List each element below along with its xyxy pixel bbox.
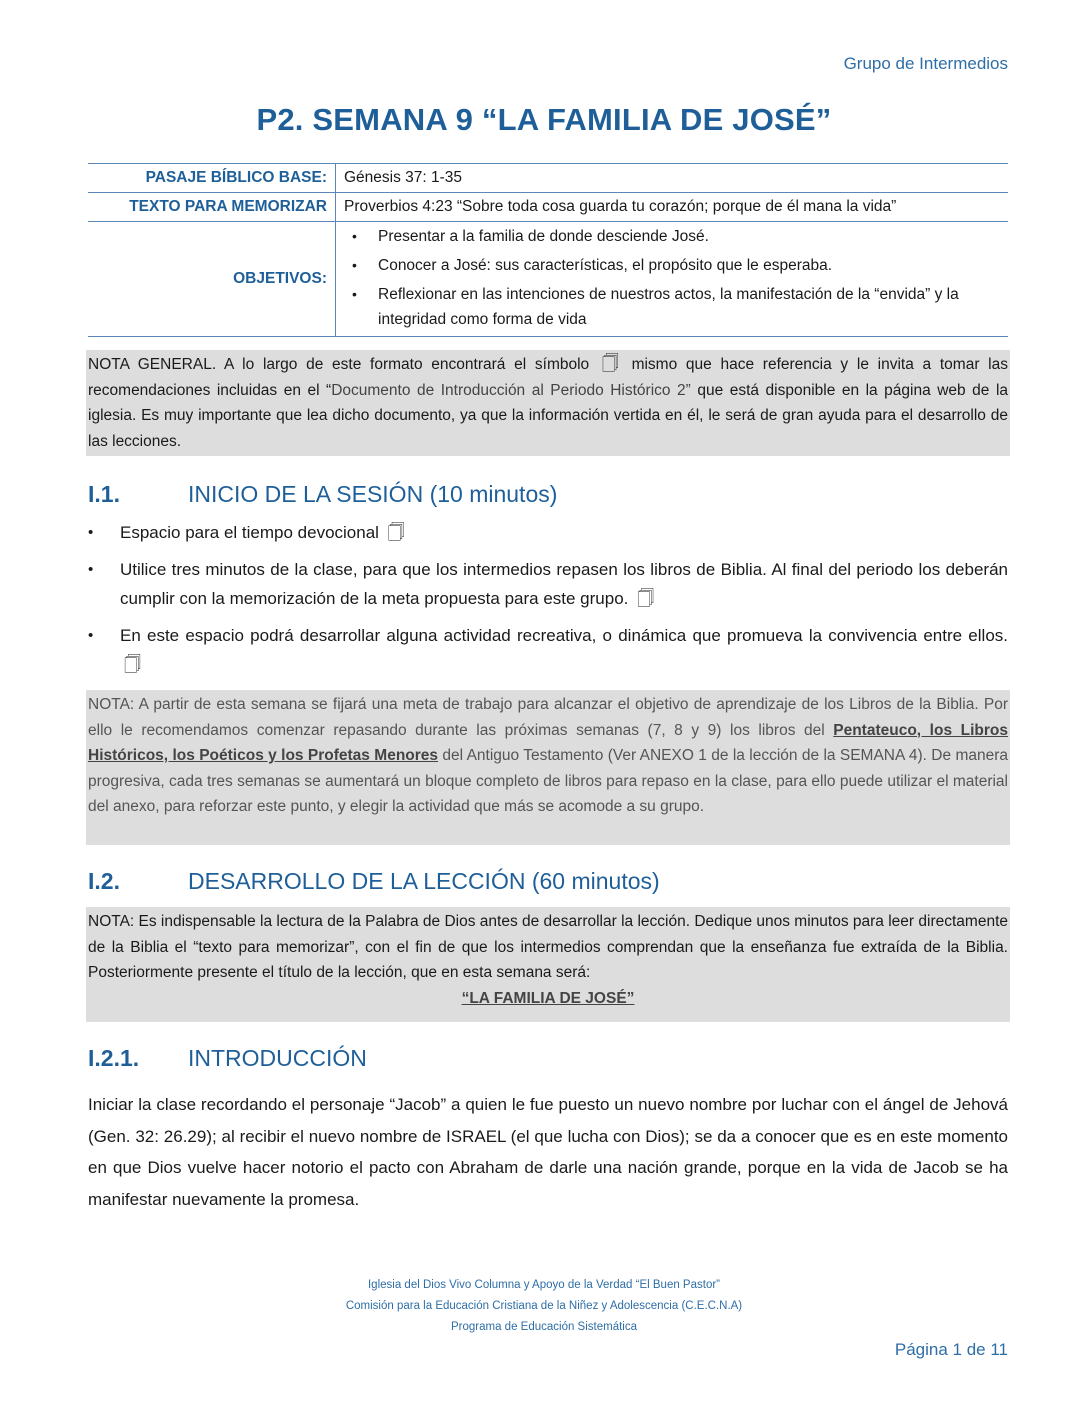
general-note-text: mismo que hace referencia y le invita a tomar las recomendaciones incluidas en el “	[88, 356, 1008, 399]
books-note	[86, 690, 1010, 845]
general-note	[86, 350, 1010, 456]
reading-note	[86, 907, 1010, 1022]
section-heading	[88, 868, 660, 895]
lesson-info-table	[88, 163, 1008, 337]
list-item	[88, 555, 1008, 613]
intro-document-reference: Documento de Introducción al Periodo Histórico 2”	[331, 381, 691, 399]
objectives-label: OBJETIVOS:	[88, 222, 336, 337]
list-item-text: Espacio para el tiempo devocional	[120, 523, 379, 542]
lesson-title: “LA FAMILIA DE JOSÉ”	[461, 989, 635, 1007]
section-title: INTRODUCCIÓN	[188, 1045, 367, 1071]
books-note-highlight: Pentateuco, los Libros Históricos, los Poéticos y los Profetas Menores	[88, 721, 1008, 764]
memorize-label: TEXTO PARA MEMORIZAR	[88, 193, 336, 222]
group-label: Grupo de Intermedios	[843, 54, 1008, 73]
section-number: I.2.1.	[88, 1045, 140, 1071]
general-note-text: que está disponible en la página web de la iglesia. Es muy importante que lea dicho documento, ya que la información vertida en él, le será de gran ayuda para el desarrollo de las lecciones.	[88, 381, 1009, 450]
objectives-list	[344, 224, 1000, 332]
list-item	[88, 518, 1008, 547]
general-note-text: NOTA GENERAL. A lo largo de este formato encontrará el símbolo	[88, 356, 590, 373]
reading-note-text: NOTA: Es indispensable la lectura de la Palabra de Dios antes de desarrollar la lección. Dedique unos minutos para leer directamente de la Biblia el “texto para memorizar”, con el fin de que los intermedios comprendan que la enseñanza fue extraída de la Biblia. Posteriormente presente el título de la lección, que en esta semana será:	[88, 913, 1008, 981]
document-symbol-icon: 🗍	[124, 655, 141, 675]
section-title: INICIO DE LA SESIÓN (10 minutos)	[188, 481, 558, 507]
section-title: DESARROLLO DE LA LECCIÓN (60 minutos)	[188, 868, 660, 894]
passage-value: Génesis 37: 1-35	[336, 164, 1009, 193]
objective-item: • Presentar a la familia de donde desciende José.	[378, 224, 1000, 249]
passage-label: PASAJE BÍBLICO BASE:	[88, 164, 336, 193]
memorize-value: Proverbios 4:23 “Sobre toda cosa guarda tu corazón; porque de él mana la vida”	[336, 193, 1009, 222]
page-title: P2. SEMANA 9 “LA FAMILIA DE JOSÉ”	[256, 102, 832, 137]
list-item	[88, 621, 1008, 679]
document-symbol-icon: 🗍	[637, 589, 655, 609]
objective-item: • Reflexionar en las intenciones de nuestros actos, la manifestación de la “envida” y la integridad como forma de vida	[378, 282, 1000, 332]
list-item-text: En este espacio podrá desarrollar alguna actividad recreativa, o dinámica que promueva la convivencia entre ellos.	[120, 626, 1008, 645]
footer-line: Comisión para la Educación Cristiana de la Niñez y Adolescencia (C.E.C.N.A)	[345, 1300, 743, 1312]
section-heading	[88, 1045, 367, 1072]
document-symbol-icon: 🗍	[387, 523, 405, 543]
lesson-title-line	[88, 986, 1008, 1012]
introduction-paragraph: Iniciar la clase recordando el personaje “Jacob” a quien le fue puesto un nuevo nombre por luchar con el ángel de Jehová (Gen. 32: 26.29); al recibir el nuevo nombre de ISRAEL (el que lucha con Dios); se da a conocer que es en este momento en que Dios vuelve hacer notorio el pacto con Abraham de darle una nación grande, porque en la vida de Jacob se ha manifestar nuevamente la promesa.	[88, 1095, 1008, 1209]
books-note-text: del Antiguo Testamento (Ver ANEXO 1 de la lección de la SEMANA 4). De manera progresiva, cada tres semanas se aumentará un bloque completo de libros para repaso en la clase, para ello puede utilizar el material del anexo, para reforzar este punto, y elegir la actividad que más se acomode a su grupo.	[88, 747, 1009, 815]
section-number: I.2.	[88, 868, 120, 894]
footer	[0, 1275, 1088, 1338]
list-item-text: Utilice tres minutos de la clase, para que los intermedios repasen los libros de Biblia. Al final del periodo los deberán cumplir con la memorización de la meta propuesta para este grupo.	[120, 560, 1008, 608]
section-heading	[88, 481, 557, 508]
session-start-list	[88, 518, 1008, 687]
page-number: Página 1 de 11	[894, 1340, 1008, 1359]
footer-line: Programa de Educación Sistemática	[450, 1321, 637, 1333]
document-symbol-icon: 🗍	[601, 354, 619, 374]
footer-line: Iglesia del Dios Vivo Columna y Apoyo de la Verdad “El Buen Pastor”	[367, 1279, 720, 1291]
books-note-text: NOTA: A partir de esta semana se fijará una meta de trabajo para alcanzar el objetivo de aprendizaje de los Libros de la Biblia. Por ello le recomendamos comenzar repasando durante las próximas semanas (7, 8 y 9) los libros del	[88, 696, 1008, 739]
objectives-cell	[336, 222, 1009, 337]
objective-item: • Conocer a José: sus características, el propósito que le esperaba.	[378, 253, 1000, 278]
section-number: I.1.	[88, 481, 120, 507]
